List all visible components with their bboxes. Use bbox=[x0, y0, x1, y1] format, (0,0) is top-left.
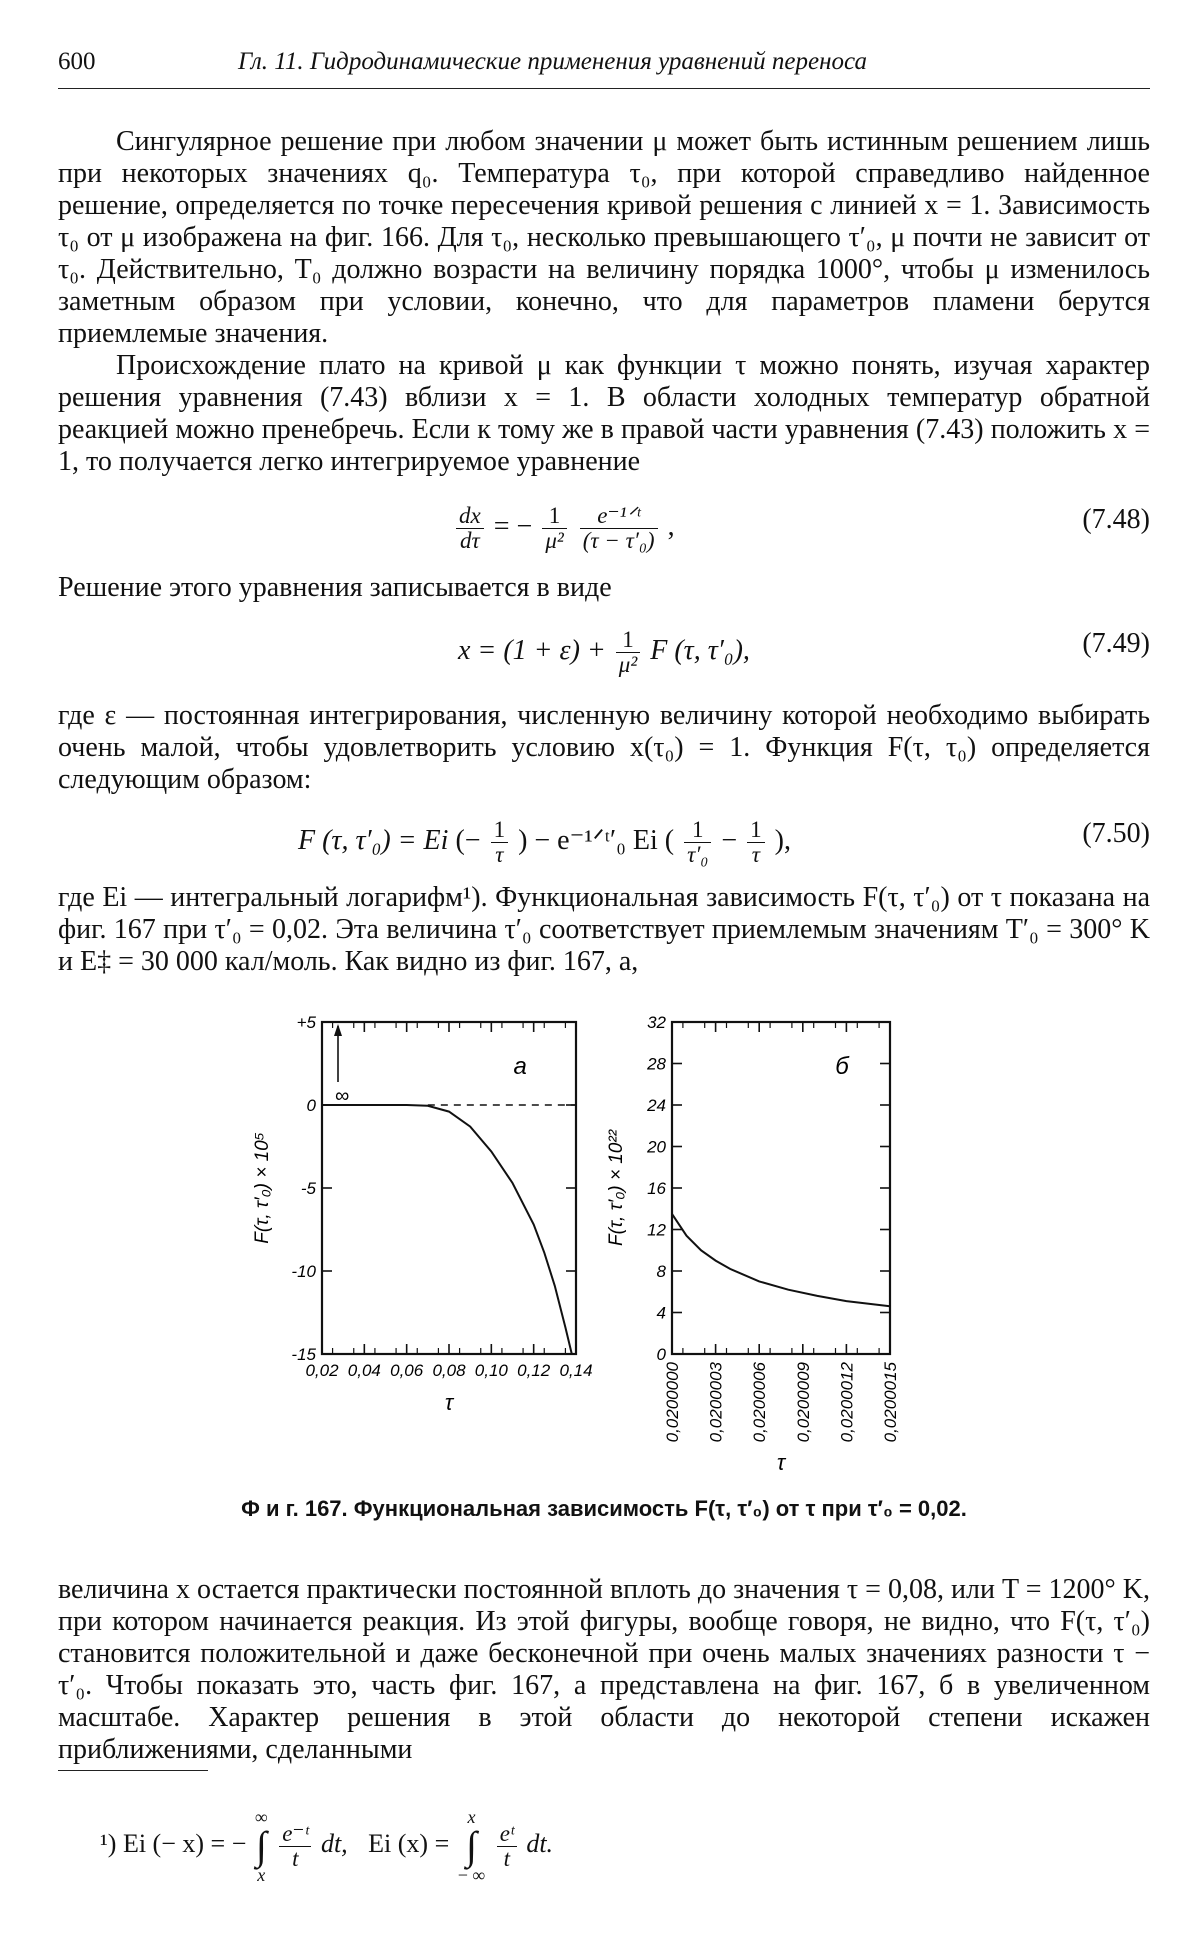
equation-7-49: x = (1 + ε) + $\frac{1}{\text{μ²}}$ F (τ, τ′₀), (7.49) bbox=[458, 627, 1150, 677]
x-axis-label: τ bbox=[444, 1390, 454, 1415]
y-tick-label: -10 bbox=[291, 1262, 316, 1281]
equation-7-50: F (τ, τ′₀) = Ei (− $\frac{1}{\tau}$ ) − e⁻¹ᐟᵗ′₀ Ei ( $\frac{1}{\text{τ′₀}}$ − $\frac{1}{\tau}$ ), (7.50) bbox=[298, 817, 1150, 867]
page-number: 600 bbox=[58, 48, 96, 75]
y-axis-label: F(τ, τ′₀) × 10⁵ bbox=[252, 1132, 273, 1244]
x-tick-label: 0,04 bbox=[347, 1361, 381, 1380]
chart-panel-b bbox=[606, 1013, 900, 1475]
chart-panel-a bbox=[252, 1013, 593, 1415]
y-tick-label: 28 bbox=[647, 1054, 666, 1074]
footnote-rule bbox=[58, 1770, 208, 1771]
x-tick-label: 0,0200009 bbox=[793, 1362, 813, 1443]
panel-label: а bbox=[513, 1053, 527, 1080]
paragraph-3: Решение этого уравнения записывается в виде bbox=[58, 572, 612, 603]
figure-167 bbox=[0, 1000, 1200, 1490]
y-tick-label: 0 bbox=[656, 1345, 666, 1364]
equation-number: (7.50) bbox=[1082, 818, 1150, 849]
y-tick-label: 32 bbox=[647, 1013, 666, 1032]
integral-1: ∞ ∫ x bbox=[254, 1807, 268, 1885]
paragraph-1-block bbox=[58, 126, 1150, 478]
paragraph-6: величина x остается практически постоянной вплоть до значения τ = 0,08, или T = 1200° K, при котором начинается реакция. Из этой фигуры, вообще говоря, не видно, что F(τ, τ′₀) становится положительной и даже бесконечной при очень малых значениях разности τ − τ′₀. Чтобы показать это, часть фиг. 167, а представлена на фиг. 167, б в увеличенном масштабе. Характер решения в этой области до некоторой степени искажен приближениями, сделанными bbox=[58, 1574, 1150, 1765]
equation-number: (7.48) bbox=[1082, 504, 1150, 535]
x-tick-label: 0,0200012 bbox=[837, 1362, 857, 1443]
equation-7-48: $\frac{dx}{d\tau}$ = − $\frac{1}{\text{μ²}}$ $\frac{\text{e⁻¹ᐟᵗ}}{\text{(τ − τ′₀)}}$ , (7.48) bbox=[58, 494, 1150, 554]
y-tick-label: 4 bbox=[656, 1303, 666, 1323]
paragraph-4-block bbox=[58, 700, 1150, 796]
header-rule bbox=[58, 88, 1150, 89]
y-tick-label: -5 bbox=[300, 1179, 316, 1198]
series-line bbox=[322, 1105, 572, 1354]
paragraph-5-block bbox=[58, 882, 1150, 978]
footnote-marker: ¹) bbox=[100, 1828, 117, 1858]
panel-label: б bbox=[835, 1053, 849, 1080]
equation-number: (7.49) bbox=[1082, 628, 1150, 659]
x-tick-label: 0,06 bbox=[390, 1361, 424, 1380]
x-tick-label: 0,0200006 bbox=[750, 1362, 770, 1443]
x-tick-label: 0,10 bbox=[474, 1361, 508, 1380]
y-axis-label: F(τ, τ′₀) × 10²² bbox=[606, 1129, 627, 1247]
y-tick-label: 16 bbox=[647, 1179, 666, 1198]
y-tick-label: 0 bbox=[306, 1096, 316, 1115]
running-title: Гл. 11. Гидродинамические применения уравнений переноса bbox=[238, 48, 867, 75]
paragraph-1: Сингулярное решение при любом значении μ может быть истинным решением лишь при некоторых значениях q₀. Температура τ₀, при которой справедливо найденное решение, определяется по точке пересечения кривой решения с линией x = 1. Зависимость τ₀ от μ изображена на фиг. 166. Для τ₀, несколько превышающего τ′₀, μ почти не зависит от τ₀. Действительно, T₀ должно возрасти на величину порядка 1000°, чтобы μ изменилось заметным образом при условии, конечно, что для параметров пламени берутся приемлемые значения. bbox=[58, 126, 1150, 349]
x-tick-label: 0,0200015 bbox=[881, 1362, 900, 1443]
figure-caption: Ф и г. 167. Функциональная зависимость F(τ, τ′₀) от τ при τ′₀ = 0,02. bbox=[241, 1496, 967, 1521]
x-axis-label: τ bbox=[776, 1450, 786, 1475]
plot-frame bbox=[672, 1022, 890, 1354]
infinity-arrowhead bbox=[334, 1024, 342, 1036]
infinity-annotation: ∞ bbox=[334, 1085, 350, 1107]
x-tick-label: 0,0200000 bbox=[663, 1362, 682, 1443]
y-tick-label: 8 bbox=[656, 1262, 666, 1281]
y-tick-label: 12 bbox=[647, 1220, 666, 1240]
x-tick-label: 0,02 bbox=[305, 1361, 339, 1380]
integral-2: x ∫ − ∞ bbox=[457, 1807, 486, 1885]
footnote: ¹) Ei (− x) = − ∞ ∫ x $\frac{\text{e⁻ᵗ}}{t}$ dt, Ei (x) = x ∫ − ∞ $\frac{\text{eᵗ}}{t}$ dt. bbox=[100, 1807, 554, 1885]
x-tick-label: 0,14 bbox=[559, 1361, 593, 1380]
x-tick-label: 0,0200003 bbox=[706, 1362, 726, 1443]
y-tick-label: -15 bbox=[291, 1345, 316, 1364]
x-tick-label: 0,12 bbox=[517, 1361, 551, 1380]
paragraph-3-block bbox=[58, 572, 1150, 604]
series-line bbox=[672, 1214, 890, 1306]
paragraph-5: где Ei — интегральный логарифм¹). Функциональная зависимость F(τ, τ′₀) от τ показана на фиг. 167 при τ′₀ = 0,02. Эта величина τ′₀ соответствует приемлемым значениям T′₀ = 300° K и E‡ = 30 000 кал/моль. Как видно из фиг. 167, а, bbox=[58, 882, 1150, 977]
paragraph-4: где ε — постоянная интегрирования, численную величину которой необходимо выбирать очень малой, чтобы удовлетворить условию x(τ₀) = 1. Функция F(τ, τ₀) определяется следующим образом: bbox=[58, 700, 1150, 795]
y-tick-label: 24 bbox=[647, 1096, 666, 1115]
y-tick-label: 20 bbox=[647, 1137, 666, 1157]
paragraph-6-block bbox=[58, 1574, 1150, 1766]
y-tick-label: +5 bbox=[296, 1013, 316, 1032]
plot-frame bbox=[322, 1022, 576, 1354]
paragraph-2: Происхождение плато на кривой μ как функции τ можно понять, изучая характер решения уравнения (7.43) вблизи x = 1. В области холодных температур обратной реакцией можно пренебречь. Если к тому же в правой части уравнения (7.43) положить x = 1, то получается легко интегрируемое уравнение bbox=[58, 350, 1150, 477]
x-tick-label: 0,08 bbox=[432, 1361, 466, 1380]
running-header bbox=[58, 48, 1150, 88]
